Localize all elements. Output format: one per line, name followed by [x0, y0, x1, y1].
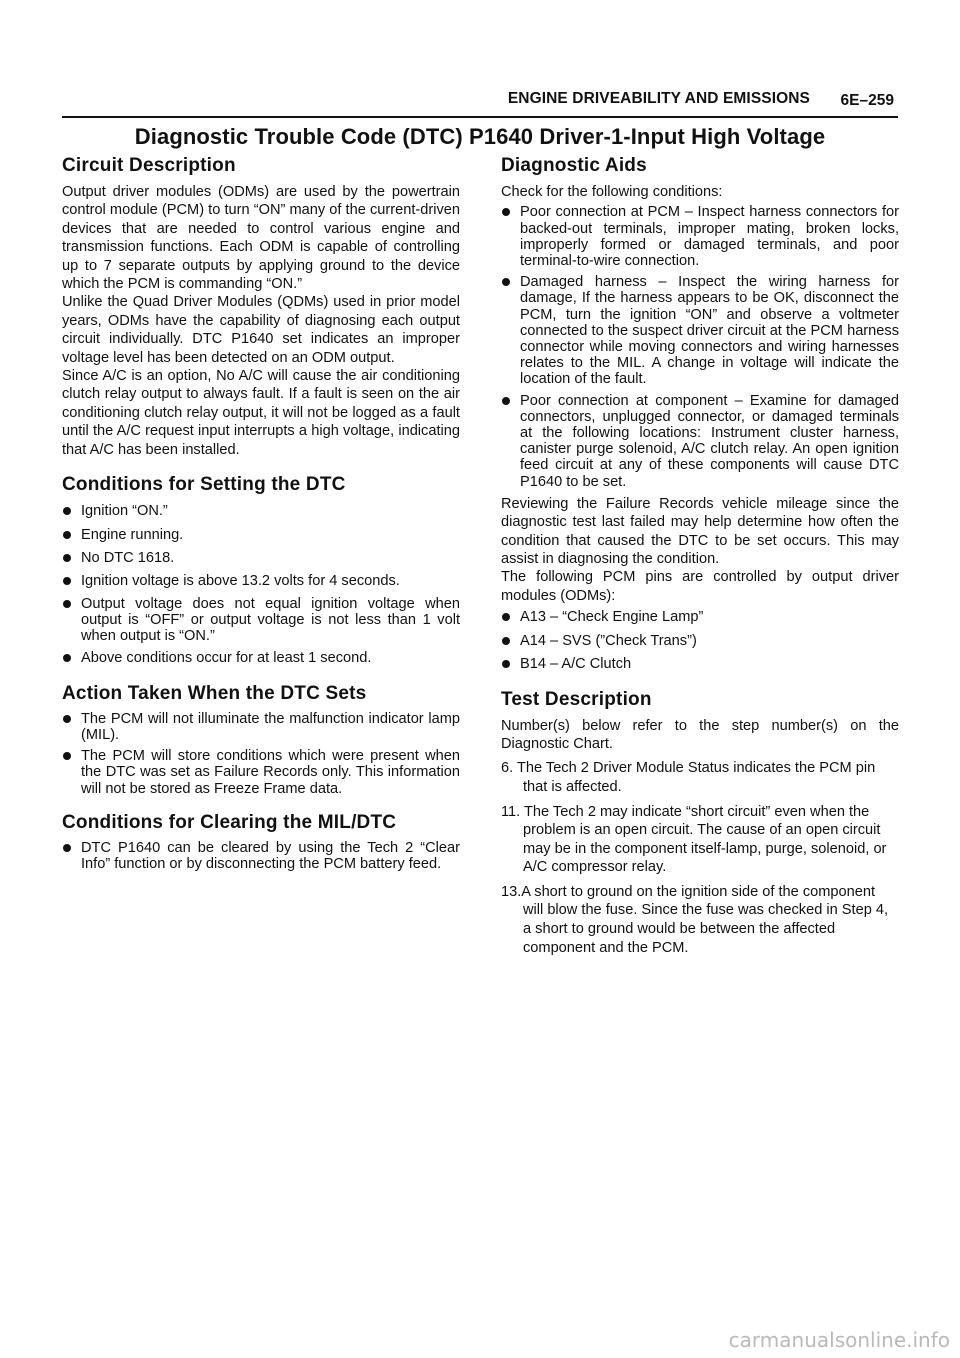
left-column [62, 154, 460, 886]
page-title: Diagnostic Trouble Code (DTC) P1640 Driver-1-Input High Voltage [134, 124, 826, 149]
conditions-clearing-heading: Conditions for Clearing the MIL/DTC [62, 811, 397, 833]
action-taken-heading: Action Taken When the DTC Sets [62, 682, 367, 704]
page-number: 6E–259 [840, 92, 894, 109]
diagnostic-aids-intro: Check for the following conditions: [501, 184, 723, 200]
conditions-setting-heading: Conditions for Setting the DTC [62, 474, 346, 496]
circuit-description-section [62, 154, 460, 459]
page-header [62, 88, 898, 118]
circuit-description-paragraph: Since A/C is an option, No A/C will cause the air conditioning clutch relay output to always fault. If a fault is seen on the air conditioning clutch relay output, it will not be logged as a fault until the A/C request input interrupts a high voltage, indicating that A/C has been installed. [62, 368, 460, 458]
list-item: No DTC 1618. [62, 549, 460, 567]
list-item: A13 – “Check Engine Lamp” [501, 608, 899, 626]
step-item: 6. The Tech 2 Driver Module Status indicates the PCM pin that is affected. [501, 760, 876, 795]
list-item: Poor connection at component – Examine for damaged connectors, unplugged connector, or damaged terminals at the following locations: Instrument cluster harness, canister purge solenoid, A/C clutch relay. An open ignition feed circuit at any of these components will cause DTC P1640 to be set. [501, 393, 899, 490]
circuit-description-heading: Circuit Description [62, 155, 236, 176]
right-column [501, 154, 899, 971]
circuit-description-paragraph: Unlike the Quad Driver Modules (QDMs) used in prior model years, ODMs have the capability of diagnosing each output circuit individually. DTC P1640 set indicates an improper voltage level has been detected on an ODM output. [62, 294, 460, 366]
conditions-clearing-section [62, 811, 460, 872]
list-item: Ignition voltage is above 13.2 volts for 4 seconds. [62, 572, 460, 590]
list-item: A14 – SVS (”Check Trans”) [501, 632, 899, 650]
action-taken-section [62, 682, 460, 797]
diagnostic-aids-paragraph: Reviewing the Failure Records vehicle mileage since the diagnostic test last failed may help determine how often the condition that caused the DTC to be set occurs. This may assist in diagnosing the condition. [501, 495, 899, 568]
list-item: DTC P1640 can be cleared by using the Tech 2 “Clear Info” function or by disconnecting the PCM battery feed. [62, 840, 460, 872]
list-item: The PCM will not illuminate the malfunction indicator lamp (MIL). [62, 711, 460, 743]
list-item: B14 – A/C Clutch [501, 655, 899, 673]
step-item: 13.A short to ground on the ignition side of the component will blow the fuse. Since the fuse was checked in Step 4, a short to ground would be between the affected component and the PCM. [501, 883, 889, 956]
conditions-setting-section [62, 473, 460, 668]
list-item: Above conditions occur for at least 1 second. [62, 649, 460, 667]
list-item: The PCM will store conditions which were present when the DTC was set as Failure Records only. This information will not be stored as Freeze Frame data. [62, 748, 460, 797]
section-title: ENGINE DRIVEABILITY AND EMISSIONS [507, 90, 810, 107]
circuit-description-paragraph: Output driver modules (ODMs) are used by the powertrain control module (PCM) to turn “ON” many of the current-driven devices that are needed to control various engine and transmission functions. Each ODM is capable of controlling up to 7 separate outputs by applying ground to the device which the PCM is commanding “ON.” [62, 184, 460, 293]
list-item: Ignition “ON.” [62, 502, 460, 520]
list-item: Engine running. [62, 526, 460, 544]
watermark: carmanualsonline.info [728, 1328, 950, 1352]
test-description-section [501, 688, 899, 958]
list-item: Output voltage does not equal ignition voltage when output is “OFF” or output voltage is not less than 1 volt when output is “ON.” [62, 596, 460, 645]
list-item: Poor connection at PCM – Inspect harness connectors for backed-out terminals, improper mating, broken locks, improperly formed or damaged terminals, and poor terminal-to-wire connection. [501, 204, 899, 269]
diagnostic-aids-heading: Diagnostic Aids [501, 155, 647, 176]
test-description-heading: Test Description [501, 688, 652, 710]
diagnostic-aids-section [501, 154, 899, 674]
step-item: 11. The Tech 2 may indicate “short circuit” even when the problem is an open circuit. The cause of an open circuit may be in the component itself-lamp, purge, solenoid, or A/C compressor relay. [501, 803, 887, 876]
list-item: Damaged harness – Inspect the wiring harness for damage, If the harness appears to be OK, disconnect the PCM, turn the ignition “ON” and observe a voltmeter connected to the suspect driver circuit at the PCM harness connector while moving connectors and wiring harnesses relates to the MIL. A change in voltage will indicate the location of the fault. [501, 274, 899, 387]
test-description-intro: Number(s) below refer to the step number(s) on the Diagnostic Chart. [501, 717, 899, 752]
diagnostic-aids-paragraph: The following PCM pins are controlled by output driver modules (ODMs): [501, 569, 899, 604]
